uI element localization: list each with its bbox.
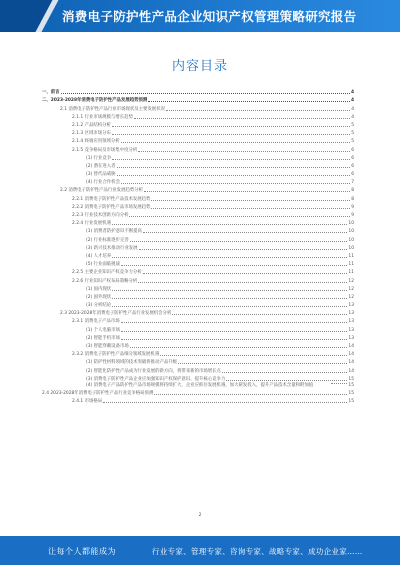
toc-entry-title: 2.2 消费电子防护性产品行业发展趋势分析 bbox=[60, 188, 144, 194]
toc-entry[interactable] bbox=[42, 333, 354, 341]
toc-dot-leader bbox=[112, 257, 347, 258]
toc-dot-leader bbox=[112, 126, 350, 127]
toc-entry[interactable] bbox=[42, 365, 354, 373]
toc-entry-page: 12 bbox=[348, 294, 354, 300]
toc-entry-page: 5 bbox=[351, 122, 354, 128]
toc-entry[interactable] bbox=[42, 193, 354, 201]
toc-entry-title: 2.3.2 消费电子防护性产品细分领域发展机遇 bbox=[72, 352, 160, 358]
toc-entry-title: 2.2.2 消费电子防护性产品市场发展趋势 bbox=[72, 204, 151, 210]
toc-entry-page: 6 bbox=[351, 163, 354, 169]
toc-entry[interactable] bbox=[42, 185, 354, 193]
toc-dot-leader bbox=[151, 200, 350, 201]
toc-dot-leader bbox=[134, 118, 350, 119]
toc-entry[interactable] bbox=[42, 234, 354, 242]
toc-entry-page: 11 bbox=[348, 262, 354, 268]
toc-entry[interactable] bbox=[42, 275, 354, 283]
toc-dot-leader bbox=[103, 402, 347, 403]
toc-dot-leader bbox=[121, 142, 351, 143]
toc-entry[interactable] bbox=[42, 324, 354, 332]
toc-entry-title: 2.3 2023-2028年消费电子防护性产品行业发展机会分析 bbox=[60, 311, 172, 317]
toc-entry-title: 二、2023-2028年消费电子防护性产品发展趋势预测 bbox=[42, 98, 148, 104]
toc-entry-page: 13 bbox=[348, 303, 354, 309]
toc-entry[interactable] bbox=[42, 396, 354, 404]
toc-entry[interactable] bbox=[42, 136, 354, 144]
toc-dot-leader bbox=[139, 249, 348, 250]
toc-entry-title: (3) 消费电子防护性产品企业应加强知识产权保护意识，提升核心竞争力 bbox=[86, 376, 226, 382]
toc-entry[interactable] bbox=[42, 161, 354, 169]
toc-entry-title: (3) 智能穿戴设备市场 bbox=[86, 344, 129, 349]
toc-entry-page: 13 bbox=[348, 319, 354, 325]
toc-entry-title: 2.4.1 市场格局 bbox=[72, 399, 103, 405]
toc-entry-title: 2.2.6 行业知识产权布局策略分析 bbox=[72, 278, 138, 284]
toc-entry-page: 14 bbox=[348, 352, 354, 358]
toc-entry[interactable] bbox=[42, 169, 354, 177]
toc-entry[interactable] bbox=[42, 112, 354, 120]
toc-entry[interactable] bbox=[42, 243, 354, 251]
toc-dot-leader bbox=[144, 191, 350, 192]
toc-dot-leader bbox=[143, 232, 347, 233]
toc-entry-page: 14 bbox=[348, 344, 354, 349]
toc-entry-title: (4) 人才培养 bbox=[86, 253, 112, 259]
toc-entry[interactable] bbox=[42, 374, 354, 382]
toc-entry-page: 9 bbox=[351, 204, 354, 210]
toc-dot-leader bbox=[117, 167, 351, 168]
toc-entry-page: 6 bbox=[351, 155, 354, 161]
toc-dot-leader bbox=[166, 110, 350, 111]
toc-dot-leader bbox=[154, 394, 347, 395]
header-banner bbox=[0, 0, 400, 32]
table-of-contents bbox=[42, 87, 354, 404]
toc-dot-leader bbox=[121, 331, 347, 332]
toc-dot-leader bbox=[143, 273, 348, 274]
toc-entry-title: (1) 防护性材料领域的技术突破将推动产品升级 bbox=[86, 360, 178, 366]
toc-entry-title: 2.4 2023-2028年消费电子防护性产品行业竞争格局预测 bbox=[42, 391, 154, 397]
toc-entry[interactable] bbox=[42, 316, 354, 324]
toc-entry-title: 一、前言 bbox=[42, 90, 60, 96]
toc-dot-leader bbox=[129, 216, 350, 217]
toc-entry-title: 2.2.4 行业发展机遇 bbox=[72, 221, 111, 227]
toc-entry[interactable] bbox=[42, 382, 354, 388]
toc-entry-title: 2.2.3 行业技术创新方向分析 bbox=[72, 213, 129, 218]
toc-entry-title: (1) 行业竞争 bbox=[86, 155, 112, 161]
toc-entry-page: 15 bbox=[348, 376, 354, 382]
footer-banner bbox=[0, 536, 400, 565]
toc-entry[interactable] bbox=[42, 153, 354, 161]
toc-entry-page: 8 bbox=[351, 188, 354, 194]
toc-entry-page: 10 bbox=[348, 229, 354, 235]
toc-entry-page: 15 bbox=[348, 382, 354, 388]
report-title: 消费电子防护性产品企业知识产权管理策略研究报告 bbox=[62, 9, 357, 24]
toc-dot-leader bbox=[138, 151, 350, 152]
toc-dot-leader bbox=[148, 101, 350, 102]
toc-dot-leader bbox=[117, 175, 351, 176]
toc-entry-title: (1) 消费者防护意识不断提高 bbox=[86, 229, 142, 235]
toc-entry-title: (2) 潜在进入者 bbox=[86, 163, 116, 169]
toc-entry[interactable] bbox=[42, 388, 354, 396]
footer-slogan: 让每个人都能成为 bbox=[48, 547, 116, 556]
toc-entry-title: 2.2.1 消费电子防护性产品技术发展趋势 bbox=[72, 196, 151, 202]
toc-entry-page: 12 bbox=[348, 278, 354, 284]
toc-dot-leader bbox=[121, 322, 348, 323]
toc-dot-leader bbox=[112, 224, 347, 225]
toc-entry[interactable] bbox=[42, 202, 354, 210]
toc-entry-page: 4 bbox=[350, 90, 354, 96]
toc-entry[interactable] bbox=[42, 349, 354, 357]
toc-entry-page: 13 bbox=[348, 335, 354, 341]
toc-dot-leader bbox=[160, 355, 347, 356]
toc-entry[interactable] bbox=[42, 357, 354, 365]
toc-entry-page: 4 bbox=[351, 106, 354, 112]
toc-dot-leader bbox=[112, 159, 350, 160]
toc-dot-leader bbox=[121, 183, 350, 184]
toc-entry-title: 2.1.2 产品结构分析 bbox=[72, 122, 111, 128]
toc-dot-leader bbox=[151, 208, 350, 209]
toc-entry[interactable] bbox=[42, 210, 354, 218]
toc-dot-leader bbox=[112, 306, 347, 307]
toc-entry[interactable] bbox=[42, 226, 354, 234]
toc-entry-page: 10 bbox=[348, 245, 354, 251]
toc-entry-title: (3) 替代品威胁 bbox=[86, 172, 116, 178]
toc-entry-page: 4 bbox=[350, 98, 354, 104]
toc-entry-page: 8 bbox=[351, 196, 354, 202]
toc-entry-page: 14 bbox=[348, 368, 354, 374]
toc-entry-title: (4) 行业合作机会 bbox=[86, 180, 120, 186]
toc-entry-page: 9 bbox=[351, 213, 354, 218]
toc-entry[interactable] bbox=[42, 218, 354, 226]
toc-entry-title: (3) 分析结论 bbox=[86, 303, 112, 309]
footer-tagline: 行业专家、管理专家、咨询专家、战略专家、成功企业家…… bbox=[152, 547, 363, 556]
toc-entry-page: 7 bbox=[351, 180, 354, 186]
toc-entry-page: 11 bbox=[348, 253, 354, 259]
toc-entry-page: 13 bbox=[348, 311, 354, 317]
page-number: 2 bbox=[198, 513, 202, 518]
toc-dot-leader bbox=[178, 363, 347, 364]
toc-entry[interactable] bbox=[42, 341, 354, 349]
toc-entry[interactable] bbox=[42, 95, 354, 103]
toc-entry[interactable] bbox=[42, 308, 354, 316]
toc-entry-page: 5 bbox=[351, 139, 354, 145]
toc-entry-title: 2.1.3 区域市场分布 bbox=[72, 131, 111, 137]
toc-dot-leader bbox=[61, 93, 350, 94]
toc-entry[interactable] bbox=[42, 284, 354, 292]
toc-heading: 内容目录 bbox=[171, 59, 228, 74]
toc-entry-page: 5 bbox=[351, 131, 354, 137]
toc-entry-page: 15 bbox=[348, 391, 354, 397]
toc-entry[interactable] bbox=[42, 267, 354, 275]
toc-dot-leader bbox=[112, 134, 350, 135]
toc-entry[interactable] bbox=[42, 144, 354, 152]
toc-entry-page: 11 bbox=[348, 270, 354, 276]
toc-entry[interactable] bbox=[42, 87, 354, 95]
toc-entry-title: (3) 新兴技术推动行业发展 bbox=[86, 245, 138, 251]
toc-entry[interactable] bbox=[42, 177, 354, 185]
toc-entry-title: 2.1 消费电子防护性产品行业市场现状及主要发展状况 bbox=[60, 106, 165, 112]
toc-dot-leader bbox=[138, 282, 347, 283]
toc-entry-title: 2.1.1 行业市场规模与增长趋势 bbox=[72, 114, 133, 120]
toc-entry[interactable] bbox=[42, 120, 354, 128]
toc-entry-title: (1) 国内现状 bbox=[86, 286, 112, 292]
toc-entry-page: 12 bbox=[348, 286, 354, 292]
toc-dot-leader bbox=[130, 241, 348, 242]
toc-entry-title: 2.1.4 终端应用领域分析 bbox=[72, 139, 120, 145]
toc-dot-leader bbox=[130, 347, 348, 348]
toc-entry-page: 10 bbox=[348, 237, 354, 243]
toc-entry[interactable] bbox=[42, 128, 354, 136]
toc-entry[interactable] bbox=[42, 259, 354, 267]
toc-entry[interactable] bbox=[42, 251, 354, 259]
toc-entry-title: (2) 行业标准逐步完善 bbox=[86, 237, 129, 243]
toc-entry[interactable] bbox=[42, 292, 354, 300]
toc-dot-leader bbox=[112, 298, 347, 299]
toc-entry-title: (2) 国外现状 bbox=[86, 294, 112, 300]
toc-entry[interactable] bbox=[42, 300, 354, 308]
toc-dot-leader bbox=[331, 383, 348, 384]
toc-dot-leader bbox=[226, 380, 347, 381]
toc-dot-leader bbox=[121, 339, 347, 340]
toc-entry-title: (2) 智能化防护性产品成为行业发展的新方向，将带来新的市场增长点 bbox=[86, 368, 221, 374]
toc-entry-title: (1) 个人电脑市场 bbox=[86, 327, 120, 333]
toc-entry-title: (4) 消费电子产品防护性产品市场规模将持续扩大，企业应抓住发展机遇，加大研发投入，提升产品技术含量和附加值 bbox=[86, 382, 314, 388]
toc-entry-title: (2) 智能手机市场 bbox=[86, 335, 120, 341]
toc-entry-page: 6 bbox=[351, 147, 354, 153]
toc-entry-page: 15 bbox=[348, 399, 354, 405]
toc-entry-page: 13 bbox=[348, 327, 354, 333]
toc-entry-title: 2.2.5 主要企业知识产权竞争力分析 bbox=[72, 270, 142, 276]
toc-dot-leader bbox=[112, 290, 347, 291]
toc-dot-leader bbox=[222, 372, 347, 373]
toc-entry-page: 14 bbox=[348, 360, 354, 366]
toc-entry-title: 2.1.5 竞争格局及市场集中度分析 bbox=[72, 147, 138, 153]
toc-entry-title: (5) 行业面临挑战 bbox=[86, 262, 120, 268]
toc-entry[interactable] bbox=[42, 103, 354, 111]
toc-dot-leader bbox=[121, 265, 347, 266]
toc-entry-page: 4 bbox=[351, 114, 354, 120]
toc-entry-title: 2.3.1 消费电子产品市场 bbox=[72, 319, 120, 325]
toc-dot-leader bbox=[172, 314, 347, 315]
toc-entry-page: 6 bbox=[351, 172, 354, 178]
toc-entry-page: 10 bbox=[348, 221, 354, 227]
